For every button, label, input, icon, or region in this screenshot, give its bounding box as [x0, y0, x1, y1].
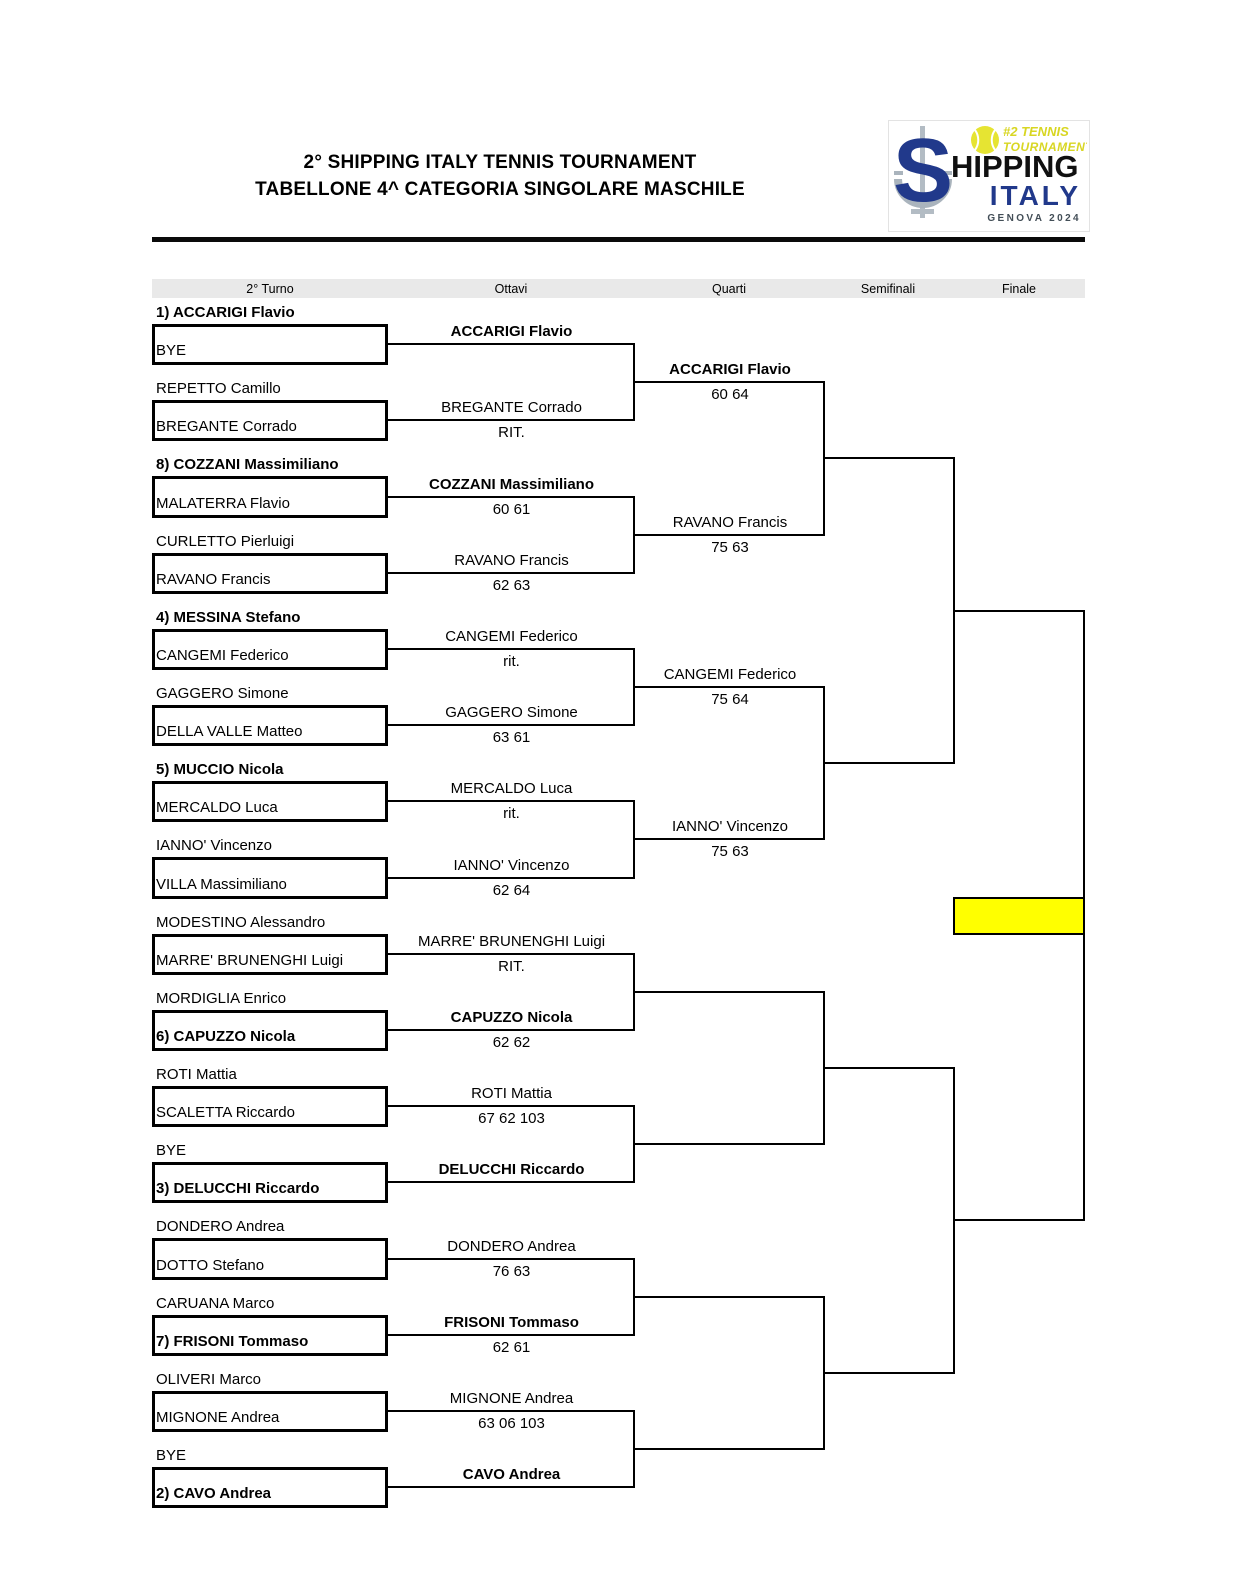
- pair-box-top: [152, 476, 388, 479]
- player-name: 7) FRISONI Tommaso: [156, 1333, 309, 1350]
- ottavi-winner-line: [388, 419, 635, 421]
- match-score: 60 61: [492, 500, 531, 518]
- player-name: MARRE' BRUNENGHI Luigi: [156, 952, 344, 969]
- match-score: RIT.: [498, 958, 525, 975]
- player-name: 3) DELUCCHI Riccardo: [156, 1180, 320, 1197]
- logo-tagline-1: #2 TENNIS: [1003, 124, 1069, 139]
- logo-word-hipping: HIPPING: [951, 149, 1079, 184]
- quarti-winner-line: [635, 838, 825, 840]
- quarti-winner-line: [635, 1448, 825, 1450]
- pair-box-bottom: [152, 667, 388, 670]
- player-name: 4) MESSINA Stefano: [156, 609, 301, 626]
- player-name: DELLA VALLE Matteo: [156, 723, 303, 740]
- player-name: MALATERRA Flavio: [156, 495, 290, 512]
- col-header-semifinali: Semifinali: [860, 282, 916, 296]
- ottavi-winner-name: CAPUZZO Nicola: [450, 1009, 573, 1026]
- ottavi-winner-line: [388, 343, 635, 345]
- pair-box-bottom: [152, 1124, 388, 1127]
- quarti-winner-line: [635, 1143, 825, 1145]
- match-score: 76 63: [492, 1262, 531, 1280]
- quarti-winner-name: CANGEMI Federico: [663, 666, 797, 683]
- ottavi-winner-line: [388, 648, 635, 650]
- pair-box-top: [152, 629, 388, 632]
- ottavi-winner-name: IANNO' Vincenzo: [453, 856, 570, 874]
- finalist-line: [955, 610, 1085, 612]
- ottavi-winner-line: [388, 1258, 635, 1260]
- pair-box-left: [152, 1010, 155, 1051]
- col-header-finale: Finale: [1001, 282, 1037, 296]
- ottavi-winner-line: [388, 1105, 635, 1107]
- match-score: 75 63: [711, 538, 749, 556]
- match-score: rit.: [503, 805, 520, 822]
- pair-box-top: [152, 1086, 388, 1089]
- match-score: 62 64: [492, 881, 531, 899]
- pair-box-left: [152, 476, 155, 518]
- player-name: RAVANO Francis: [156, 571, 271, 588]
- ottavi-winner-name: RAVANO Francis: [454, 552, 569, 569]
- match-score: 60 64: [711, 386, 749, 403]
- player-name: 6) CAPUZZO Nicola: [156, 1028, 296, 1045]
- pair-box-top: [152, 324, 388, 327]
- match-score: RIT.: [498, 424, 525, 441]
- pair-box-left: [152, 629, 155, 670]
- ottavi-winner-line: [388, 496, 635, 498]
- player-name: GAGGERO Simone: [156, 685, 289, 702]
- player-name: REPETTO Camillo: [156, 380, 281, 397]
- ottavi-winner-name: MARRE' BRUNENGHI Luigi: [417, 933, 606, 950]
- player-name: MORDIGLIA Enrico: [156, 990, 287, 1007]
- player-name: CURLETTO Pierluigi: [156, 533, 295, 550]
- col-header-quarti: Quarti: [711, 282, 747, 296]
- ottavi-winner-name: ACCARIGI Flavio: [450, 323, 573, 340]
- quarti-winner-line: [635, 991, 825, 993]
- player-name: VILLA Massimiliano: [156, 876, 287, 893]
- quarti-winner-line: [635, 534, 825, 536]
- ottavi-winner-line: [388, 724, 635, 726]
- pair-box-top: [152, 1391, 388, 1394]
- quarti-winner-line: [635, 686, 825, 688]
- player-name: BYE: [156, 342, 187, 359]
- pair-box-top: [152, 1467, 388, 1470]
- pair-box-bottom: [152, 819, 388, 822]
- pair-box-top: [152, 1010, 388, 1013]
- col-header-ottavi: Ottavi: [494, 282, 528, 296]
- player-name: CANGEMI Federico: [156, 647, 289, 664]
- player-name: DOTTO Stefano: [156, 1257, 265, 1274]
- player-name: BYE: [156, 1142, 187, 1159]
- match-score: 63 06 103: [478, 1415, 545, 1432]
- ottavi-winner-name: ROTI Mattia: [471, 1085, 552, 1102]
- player-name: 8) COZZANI Massimiliano: [156, 456, 339, 473]
- ottavi-winner-line: [388, 1486, 635, 1488]
- pair-box-bottom: [152, 591, 388, 594]
- pair-box-left: [152, 1238, 155, 1280]
- ottavi-winner-line: [388, 1029, 635, 1031]
- player-name: CARUANA Marco: [156, 1295, 275, 1312]
- pair-box-left: [152, 934, 155, 975]
- player-name: DONDERO Andrea: [156, 1218, 285, 1235]
- match-score: 75 63: [711, 843, 749, 861]
- match-score: 62 63: [492, 577, 531, 594]
- pair-box-left: [152, 1086, 155, 1127]
- logo-tagline-2: TOURNAMENT: [1003, 140, 1087, 154]
- ottavi-winner-line: [388, 572, 635, 574]
- ottavi-winner-line: [388, 877, 635, 879]
- quarti-winner-name: IANNO' Vincenzo: [672, 818, 788, 836]
- pair-box-top: [152, 857, 388, 860]
- player-name: BREGANTE Corrado: [156, 418, 297, 435]
- pair-box-top: [152, 1238, 388, 1241]
- pair-box-bottom: [152, 972, 388, 975]
- pair-box-left: [152, 1391, 155, 1432]
- pair-box-top: [152, 1315, 388, 1318]
- pair-box-bottom: [152, 1277, 388, 1280]
- ottavi-winner-name: COZZANI Massimiliano: [428, 475, 595, 493]
- pair-box-bottom: [152, 438, 388, 441]
- title-line-1: 2° SHIPPING ITALY TENNIS TOURNAMENT: [303, 152, 697, 173]
- logo-s-letter: S: [892, 121, 954, 221]
- match-score: 67 62 103: [478, 1110, 545, 1127]
- pair-box-bottom: [152, 896, 388, 899]
- match-score: 62 62: [492, 1034, 531, 1051]
- ottavi-winner-line: [388, 1181, 635, 1183]
- ottavi-winner-name: MERCALDO Luca: [450, 780, 573, 797]
- logo-word-italy: ITALY: [989, 180, 1081, 211]
- ottavi-winner-name: CANGEMI Federico: [445, 628, 578, 645]
- pair-box-left: [152, 1315, 155, 1356]
- pair-box-left: [152, 324, 155, 365]
- match-score: rit.: [503, 653, 520, 670]
- player-name: 1) ACCARIGI Flavio: [156, 304, 295, 321]
- pair-box-top: [152, 781, 388, 784]
- ottavi-winner-name: FRISONI Tommaso: [444, 1314, 579, 1331]
- player-name: 2) CAVO Andrea: [156, 1485, 272, 1502]
- player-name: MERCALDO Luca: [156, 799, 278, 816]
- pair-box-bottom: [152, 515, 388, 518]
- ottavi-winner-line: [388, 1334, 635, 1336]
- ottavi-winner-line: [388, 953, 635, 955]
- pair-box-top: [152, 553, 388, 556]
- quarti-winner-line: [635, 1296, 825, 1298]
- ottavi-winner-line: [388, 1410, 635, 1412]
- match-score: 63 61: [492, 729, 531, 746]
- ottavi-winner-name: DONDERO Andrea: [447, 1237, 576, 1255]
- player-name: IANNO' Vincenzo: [156, 837, 272, 854]
- quarti-winner-line: [635, 381, 825, 383]
- pair-box-top: [152, 1162, 388, 1165]
- player-name: 5) MUCCIO Nicola: [156, 761, 284, 778]
- title-line-2: TABELLONE 4^ CATEGORIA SINGOLARE MASCHILE: [255, 179, 745, 200]
- pair-box-left: [152, 1467, 155, 1508]
- player-name: OLIVERI Marco: [156, 1371, 262, 1388]
- pair-box-bottom: [152, 1353, 388, 1356]
- pair-box-bottom: [152, 1505, 388, 1508]
- pair-box-left: [152, 553, 155, 594]
- ottavi-winner-name: DELUCCHI Riccardo: [438, 1161, 585, 1178]
- match-score: 62 61: [492, 1339, 531, 1356]
- ottavi-winner-name: MIGNONE Andrea: [449, 1390, 574, 1407]
- player-name: MODESTINO Alessandro: [156, 914, 326, 931]
- col-header-2turno: 2° Turno: [246, 282, 294, 296]
- pair-box-left: [152, 857, 155, 899]
- pair-box-left: [152, 781, 155, 822]
- pair-box-bottom: [152, 1048, 388, 1051]
- player-name: MIGNONE Andrea: [156, 1409, 280, 1426]
- semifinal-winner-line: [825, 1372, 955, 1374]
- pair-box-top: [152, 705, 388, 708]
- pair-box-left: [152, 1162, 155, 1203]
- logo-genova-2024: GENOVA 2024: [987, 213, 1081, 224]
- quarti-winner-name: ACCARIGI Flavio: [669, 361, 791, 378]
- semifinal-winner-line: [825, 762, 955, 764]
- pair-box-bottom: [152, 1429, 388, 1432]
- finalist-line: [955, 1219, 1085, 1221]
- player-name: BYE: [156, 1447, 187, 1464]
- pair-box-left: [152, 400, 155, 441]
- semifinal-winner-line: [825, 1067, 955, 1069]
- ottavi-winner-name: GAGGERO Simone: [445, 704, 578, 721]
- pair-box-left: [152, 705, 155, 746]
- ottavi-winner-line: [388, 800, 635, 802]
- pair-box-top: [152, 934, 388, 937]
- ottavi-winner-name: BREGANTE Corrado: [441, 399, 582, 416]
- ottavi-winner-name: CAVO Andrea: [462, 1466, 561, 1483]
- match-score: 75 64: [711, 691, 749, 708]
- pair-box-bottom: [152, 1200, 388, 1203]
- pair-box-bottom: [152, 743, 388, 746]
- pair-box-top: [152, 400, 388, 403]
- pair-box-bottom: [152, 362, 388, 365]
- champion-box: [953, 897, 1085, 935]
- quarti-winner-name: RAVANO Francis: [672, 513, 788, 531]
- player-name: SCALETTA Riccardo: [156, 1104, 295, 1121]
- semifinal-winner-line: [825, 457, 955, 459]
- player-name: ROTI Mattia: [156, 1066, 237, 1083]
